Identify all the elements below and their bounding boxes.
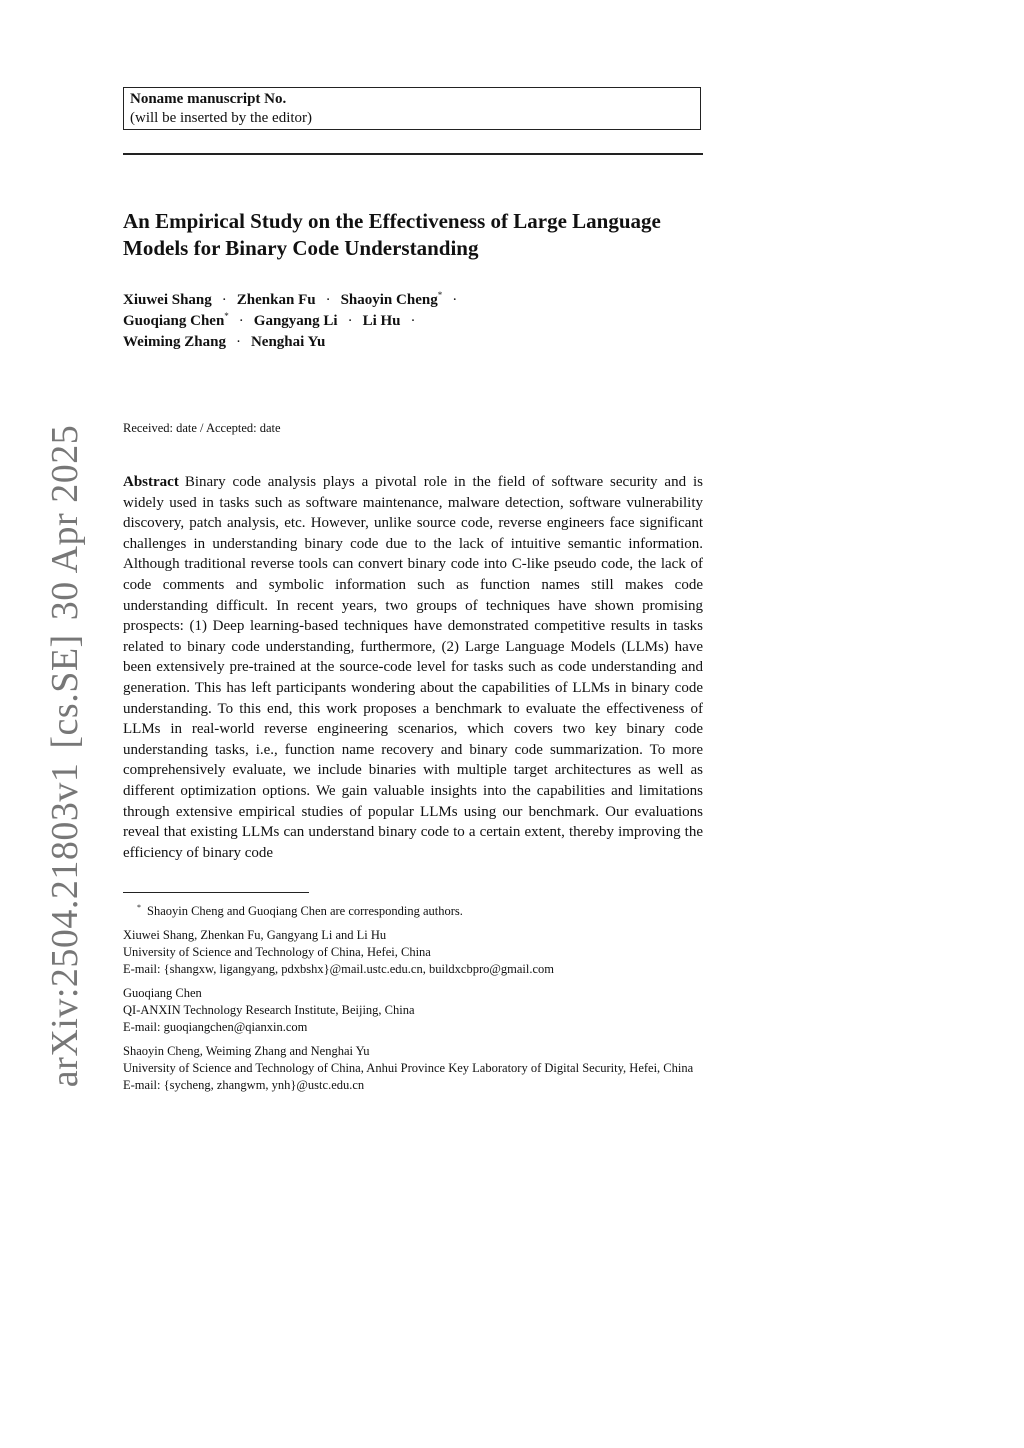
author-separator: ·	[235, 334, 241, 350]
title-line-1: An Empirical Study on the Effectiveness of Large Language	[123, 209, 661, 233]
author-name: Zhenkan Fu	[236, 292, 316, 308]
affiliation-names: Shaoyin Cheng, Weiming Zhang and Nenghai Yu	[123, 1044, 370, 1059]
arxiv-date: 30 Apr 2025	[44, 424, 86, 621]
author-separator: ·	[347, 313, 353, 329]
author-separator: ·	[325, 292, 331, 308]
author-separator: ·	[221, 292, 227, 308]
received-date: Received: date / Accepted: date	[123, 421, 281, 435]
affiliation-3	[123, 1043, 713, 1094]
affiliation-email: E-mail: {shangxw, ligangyang, pdxbshx}@mail.ustc.edu.cn, buildxcbpro@gmail.com	[123, 962, 555, 977]
affiliation-institution: University of Science and Technology of China, Hefei, China	[123, 945, 431, 960]
affiliation-institution: QI-ANXIN Technology Research Institute, Beijing, China	[123, 1003, 415, 1018]
affiliation-institution: University of Science and Technology of China, Anhui Province Key Laboratory of Digital Security, Hefei, China	[123, 1061, 694, 1076]
author-line-3	[123, 332, 713, 353]
title-line-2: Models for Binary Code Understanding	[123, 236, 479, 260]
author-line-2	[123, 311, 713, 332]
corresponding-text: Shaoyin Cheng and Guoqiang Chen are corresponding authors.	[147, 904, 463, 919]
affiliation-names: Guoqiang Chen	[123, 986, 202, 1001]
paper-title	[123, 208, 713, 262]
author-list	[123, 290, 713, 353]
author-separator: ·	[410, 313, 416, 329]
author-name: Nenghai Yu	[250, 334, 326, 350]
manuscript-label: Noname manuscript No.	[130, 91, 287, 107]
author-name: Li Hu	[362, 313, 401, 329]
author-name: Gangyang Li	[253, 313, 338, 329]
author-line-1	[123, 290, 713, 311]
arxiv-category: [cs.SE]	[44, 634, 86, 749]
author-separator: ·	[452, 292, 458, 308]
corresponding-footnote	[123, 899, 713, 920]
author-name: Guoqiang Chen	[123, 313, 225, 329]
author-name: Xiuwei Shang	[123, 292, 212, 308]
affiliation-1	[123, 927, 713, 978]
abstract-text: Binary code analysis plays a pivotal role in the field of software security and is widely used in tasks such as software maintenance, malware detection, software vulnerability discovery, patch analysis, etc. However, unlike source code, reverse engineers face significant challenges in understanding binary code due to the lack of intuitive semantic information. Although traditional reverse tools can convert binary code into C-like pseudo code, the lack of code comments and symbolic information such as function names still makes code understanding difficult. In recent years, two groups of techniques have shown promising prospects: (1) Deep learning-based techniques have demonstrated competitive results in tasks related to binary code understanding, furthermore, (2) Large Language Models (LLMs) have been extensively pre-trained at the source-code level for tasks such as code understanding and generation. This has left participants wondering about the capabilities of LLMs in binary code understanding. To this end, this work proposes a benchmark to evaluate the effectiveness of LLMs in real-world reverse engineering scenarios, which covers two key binary code understanding tasks, i.e., function name recovery and binary code summarization. To more comprehensively evaluate, we include binaries with multiple target architectures as well as different optimization options. We gain valuable insights into the capabilities and limitations through extensive empirical studies of popular LLMs using our benchmark. Our evaluations reveal that existing LLMs can understand binary code to a certain extent, thereby improving the efficiency of binary code	[123, 474, 703, 861]
abstract	[123, 472, 703, 863]
abstract-heading: Abstract	[123, 474, 179, 490]
affiliation-2	[123, 985, 713, 1036]
manuscript-note: (will be inserted by the editor)	[130, 110, 313, 126]
author-name: Shaoyin Cheng	[340, 292, 438, 308]
corresponding-mark: *	[437, 290, 443, 300]
footnote-rule	[123, 892, 309, 893]
author-name: Weiming Zhang	[123, 334, 226, 350]
footnotes	[123, 899, 713, 1094]
arxiv-id: arXiv:2504.21803v1	[44, 762, 86, 1088]
corresponding-mark: *	[224, 311, 229, 321]
arxiv-identifier-stamp	[43, 425, 87, 1087]
affiliation-names: Xiuwei Shang, Zhenkan Fu, Gangyang Li and Li Hu	[123, 928, 387, 943]
manuscript-number-box	[123, 87, 701, 130]
header-rule	[123, 153, 703, 155]
affiliation-email: E-mail: guoqiangchen@qianxin.com	[123, 1020, 308, 1035]
author-separator: ·	[238, 313, 244, 329]
affiliation-email: E-mail: {sycheng, zhangwm, ynh}@ustc.edu.cn	[123, 1078, 365, 1093]
footnote-mark: *	[137, 903, 141, 912]
